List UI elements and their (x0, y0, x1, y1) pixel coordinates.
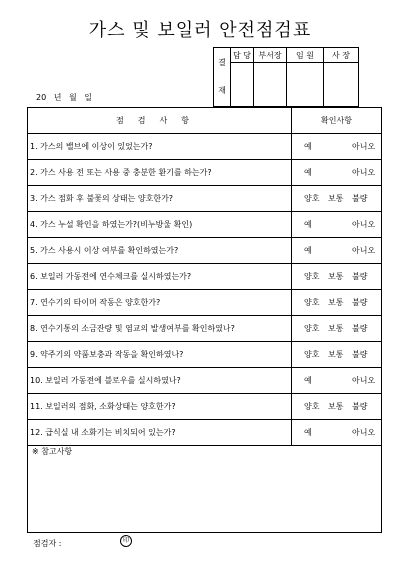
answer-cell (291, 420, 381, 445)
page-title: 가스 및 보일러 안전점검표 (88, 20, 312, 41)
table-row (28, 160, 381, 186)
answer-cell (291, 342, 381, 367)
answer-option[interactable]: 아니오 (352, 428, 376, 437)
answer-cell (291, 160, 381, 185)
table-row (28, 394, 381, 420)
checklist-question: 6. 보일러 가동전에 연수체크를 실시하였는가? (30, 272, 192, 281)
answer-option[interactable]: 불량 (352, 350, 368, 359)
table-row (28, 420, 381, 446)
answer-option[interactable]: 아니오 (352, 220, 376, 229)
approval-signature-box[interactable] (324, 63, 359, 107)
answer-option[interactable]: 보통 (328, 324, 344, 333)
checklist-question: 5. 가스 사용시 이상 여부를 확인하였는가? (30, 246, 179, 255)
answer-option[interactable]: 보통 (328, 402, 344, 411)
answer-option[interactable]: 예 (304, 168, 312, 177)
answer-option[interactable]: 예 (304, 246, 312, 255)
checklist-question: 2. 가스 사용 전 또는 사용 중 충분한 환기를 하는가? (30, 168, 212, 177)
table-row (28, 264, 381, 290)
answer-option[interactable]: 불량 (352, 402, 368, 411)
header-items: 점검사항 (116, 116, 203, 125)
approval-header: 임 원 (287, 48, 324, 63)
inspector-label: 점검자 : (33, 539, 62, 548)
answer-option[interactable]: 예 (304, 220, 312, 229)
answer-cell (291, 290, 381, 315)
header-confirm: 확인사항 (291, 108, 381, 133)
seal-mark: 印 (120, 535, 132, 547)
answer-cell (291, 394, 381, 419)
answer-option[interactable]: 예 (304, 376, 312, 385)
answer-option[interactable]: 보통 (328, 298, 344, 307)
answer-option[interactable]: 아니오 (352, 142, 376, 151)
table-row (28, 212, 381, 238)
approval-signature-box[interactable] (254, 63, 287, 107)
answer-option[interactable]: 아니오 (352, 168, 376, 177)
answer-cell (291, 238, 381, 263)
checklist-question: 11. 보일러의 점화, 소화상태는 양호한가? (30, 402, 176, 411)
answer-option[interactable]: 보통 (328, 194, 344, 203)
checklist-question: 12. 급식실 내 소화기는 비치되어 있는가? (30, 428, 176, 437)
answer-option[interactable]: 아니오 (352, 376, 376, 385)
answer-cell (291, 134, 381, 159)
approval-signature-box[interactable] (231, 63, 254, 107)
checklist-question: 8. 연수기통의 소금잔량 및 염교의 발생여부를 확인하였나? (30, 324, 235, 333)
date-field: 20 년 월 일 (36, 93, 92, 102)
approval-header: 담 당 (231, 48, 254, 63)
answer-option[interactable]: 양호 (304, 194, 320, 203)
checklist-question: 9. 약주기의 약품보충과 작동을 확인하였나? (30, 350, 184, 359)
answer-option[interactable]: 예 (304, 428, 312, 437)
table-row (28, 316, 381, 342)
answer-option[interactable]: 양호 (304, 350, 320, 359)
answer-option[interactable]: 불량 (352, 194, 368, 203)
answer-option[interactable]: 불량 (352, 298, 368, 307)
checklist-question: 4. 가스 누설 확인을 하였는가?(비누방울 확인) (30, 220, 193, 229)
checklist-question: 10. 보일러 가동전에 블로우를 실시하였나? (30, 376, 181, 385)
answer-option[interactable]: 보통 (328, 272, 344, 281)
approval-header: 부서장 (254, 48, 287, 63)
checklist-question: 1. 가스의 밸브에 이상이 있었는가? (30, 142, 153, 151)
table-row (28, 342, 381, 368)
answer-cell (291, 264, 381, 289)
notes-label: ※ 참고사항 (32, 447, 73, 456)
checklist-header (28, 108, 381, 134)
answer-option[interactable]: 양호 (304, 272, 320, 281)
answer-option[interactable]: 예 (304, 142, 312, 151)
answer-cell (291, 316, 381, 341)
answer-option[interactable]: 보통 (328, 350, 344, 359)
approval-signature-box[interactable] (287, 63, 324, 107)
table-row (28, 290, 381, 316)
table-row (28, 134, 381, 160)
answer-option[interactable]: 양호 (304, 324, 320, 333)
checklist-table (27, 107, 382, 533)
approval-label: 결 재 (214, 48, 231, 107)
answer-cell (291, 368, 381, 393)
checklist-question: 7. 연수기의 타이머 작동은 양호한가? (30, 298, 161, 307)
approval-table (213, 47, 359, 107)
table-row (28, 186, 381, 212)
approval-header: 사 장 (324, 48, 359, 63)
answer-option[interactable]: 양호 (304, 298, 320, 307)
checklist-question: 3. 가스 점화 후 불꽃의 상태는 양호한가? (30, 194, 174, 203)
answer-option[interactable]: 양호 (304, 402, 320, 411)
answer-option[interactable]: 불량 (352, 324, 368, 333)
answer-option[interactable]: 아니오 (352, 246, 376, 255)
answer-option[interactable]: 불량 (352, 272, 368, 281)
table-row (28, 368, 381, 394)
table-row (28, 238, 381, 264)
answer-cell (291, 186, 381, 211)
answer-cell (291, 212, 381, 237)
